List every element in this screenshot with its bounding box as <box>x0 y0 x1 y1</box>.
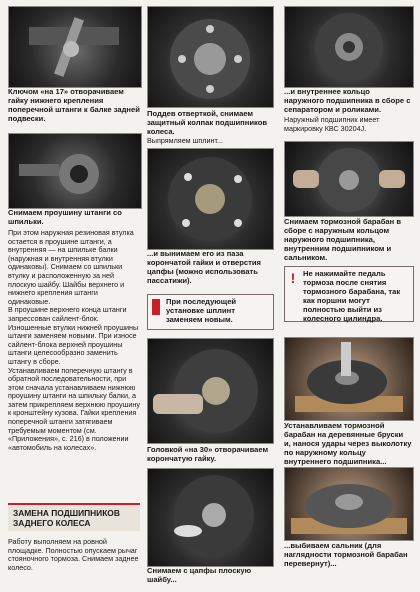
photo-knock-out-seal <box>284 467 414 541</box>
caption-8: Снимаем тормозной барабан в сборе с наружным кольцом наружного подшипника, внутренним подшипником и сальником. <box>284 217 402 262</box>
body-text: При этом наружная резиновая втулка остается в проушине штанги, а внутренняя — на шпильке балки (наружная и внутренняя втулки одинаковы). Снимаем со шпильки втулку и расположенную за ней плоскую шайбу. Шайбы верхнего и нижнего крепления штанги одинаковые. В проушине верхнего конца штанги запрессован сайлент-блок. Изношенные втулки нижней проушины штанги заменяем новыми. При износе сайлент-блока верхней проушины штанги целесообразно заменить штангу в сборе. Устанавливаем поперечную штангу в обратной последовательности, при этом сначала устанавливаем нижнюю проушину штанги на шпильку балки, а затем прикрепляем верхнюю проушину к кронштейну кузова. Гайки крепления поперечной штанги затягиваем требуемым моментом (см. «Приложения», с. 216) в положении «автомобиль на колесах». <box>8 228 140 452</box>
caption-5: Головкой «на 30» отворачиваем корончатую гайку. <box>147 445 269 463</box>
caption-10: ...выбиваем сальник (для наглядности тормозной барабан перевернут)... <box>284 541 408 568</box>
caption-7: ...и внутреннее кольцо наружного подшипника в сборе с сепаратором и роликами. <box>284 87 411 114</box>
caption-4: ...и вынимаем его из паза корончатой гайки и отверстия цапфы (можно использовать пассатижи). <box>147 249 261 285</box>
section-text: Работу выполняем на ровной площадке. Полностью опускаем рычаг стояночного тормоза. Снимаем заднее колесо. <box>8 537 139 572</box>
note-brake-pedal <box>284 266 414 322</box>
photo-flat-washer <box>147 468 274 567</box>
note-marker <box>152 299 160 315</box>
caption-6: Снимаем с цапфы плоскую шайбу... <box>147 566 252 584</box>
photo-cotter-pin <box>147 148 274 250</box>
warning-icon: ! <box>290 270 296 286</box>
note-1-text: При последующей установке шплинт заменяем новым. <box>166 297 237 324</box>
note-cotter-pin <box>147 294 274 330</box>
photo-outer-bearing <box>284 6 414 88</box>
section-title: ЗАМЕНА ПОДШИПНИКОВ ЗАДНЕГО КОЛЕСА <box>8 503 140 531</box>
caption-2: Снимаем проушину штанги со шпильки. <box>8 208 122 226</box>
photo-hub-cap <box>147 6 274 108</box>
photo-drum-on-blocks <box>284 337 414 421</box>
photo-drum-removal <box>284 141 414 217</box>
caption-3: Поддев отверткой, снимаем защитный колпак подшипников колеса. <box>147 109 268 136</box>
photo-wrench-lower-nut <box>8 6 142 88</box>
caption-1: Ключом «на 17» отворачиваем гайку нижнего крепления поперечной штанги к балке задней подвески. <box>8 87 140 123</box>
caption-7b: Наружный подшипник имеет маркировку КВС 30204J. <box>284 115 380 133</box>
photo-castle-nut <box>147 338 274 444</box>
caption-3b: Выпрямляем шплинт... <box>147 136 223 145</box>
caption-9: Устанавливаем тормозной барабан на деревянные бруски и, нанося удары через выколотку по наружному кольцу внутреннего подшипника... <box>284 421 412 466</box>
note-2-text: Не нажимайте педаль тормоза после снятия тормозного барабана, так как поршни могут полностью выйти из колесного цилиндра. <box>303 269 401 323</box>
photo-bar-eye <box>8 133 142 209</box>
